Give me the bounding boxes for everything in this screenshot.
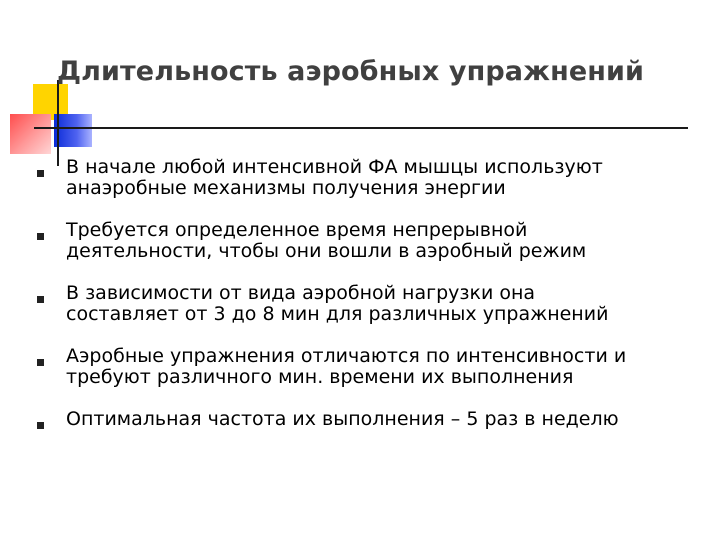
bullet-text: Требуется определенное время непрерывной деятельности, чтобы они вошли в аэробный режим (66, 219, 587, 262)
bullet-text: Оптимальная частота их выполнения – 5 раз в неделю (66, 408, 619, 430)
bullet-marker-icon (37, 422, 44, 429)
bullet-marker-icon (37, 170, 44, 177)
decor-red-square (10, 114, 51, 154)
bullet-marker-icon (37, 359, 44, 366)
title-underline (34, 127, 688, 129)
bullet-marker-icon (37, 233, 44, 240)
bullet-text: В начале любой интенсивной ФА мышцы используют анаэробные механизмы получения энергии (66, 156, 603, 199)
slide-title: Длительность аэробных упражнений (57, 56, 645, 87)
decor-vertical-line (57, 80, 59, 166)
decor-blue-square (54, 114, 92, 147)
bullet-text: В зависимости от вида аэробной нагрузки она составляет от 3 до 8 мин для различных упражнений (66, 282, 609, 325)
bullet-text: Аэробные упражнения отличаются по интенсивности и требуют различного мин. времени их выполнения (66, 345, 627, 388)
bullet-marker-icon (37, 296, 44, 303)
